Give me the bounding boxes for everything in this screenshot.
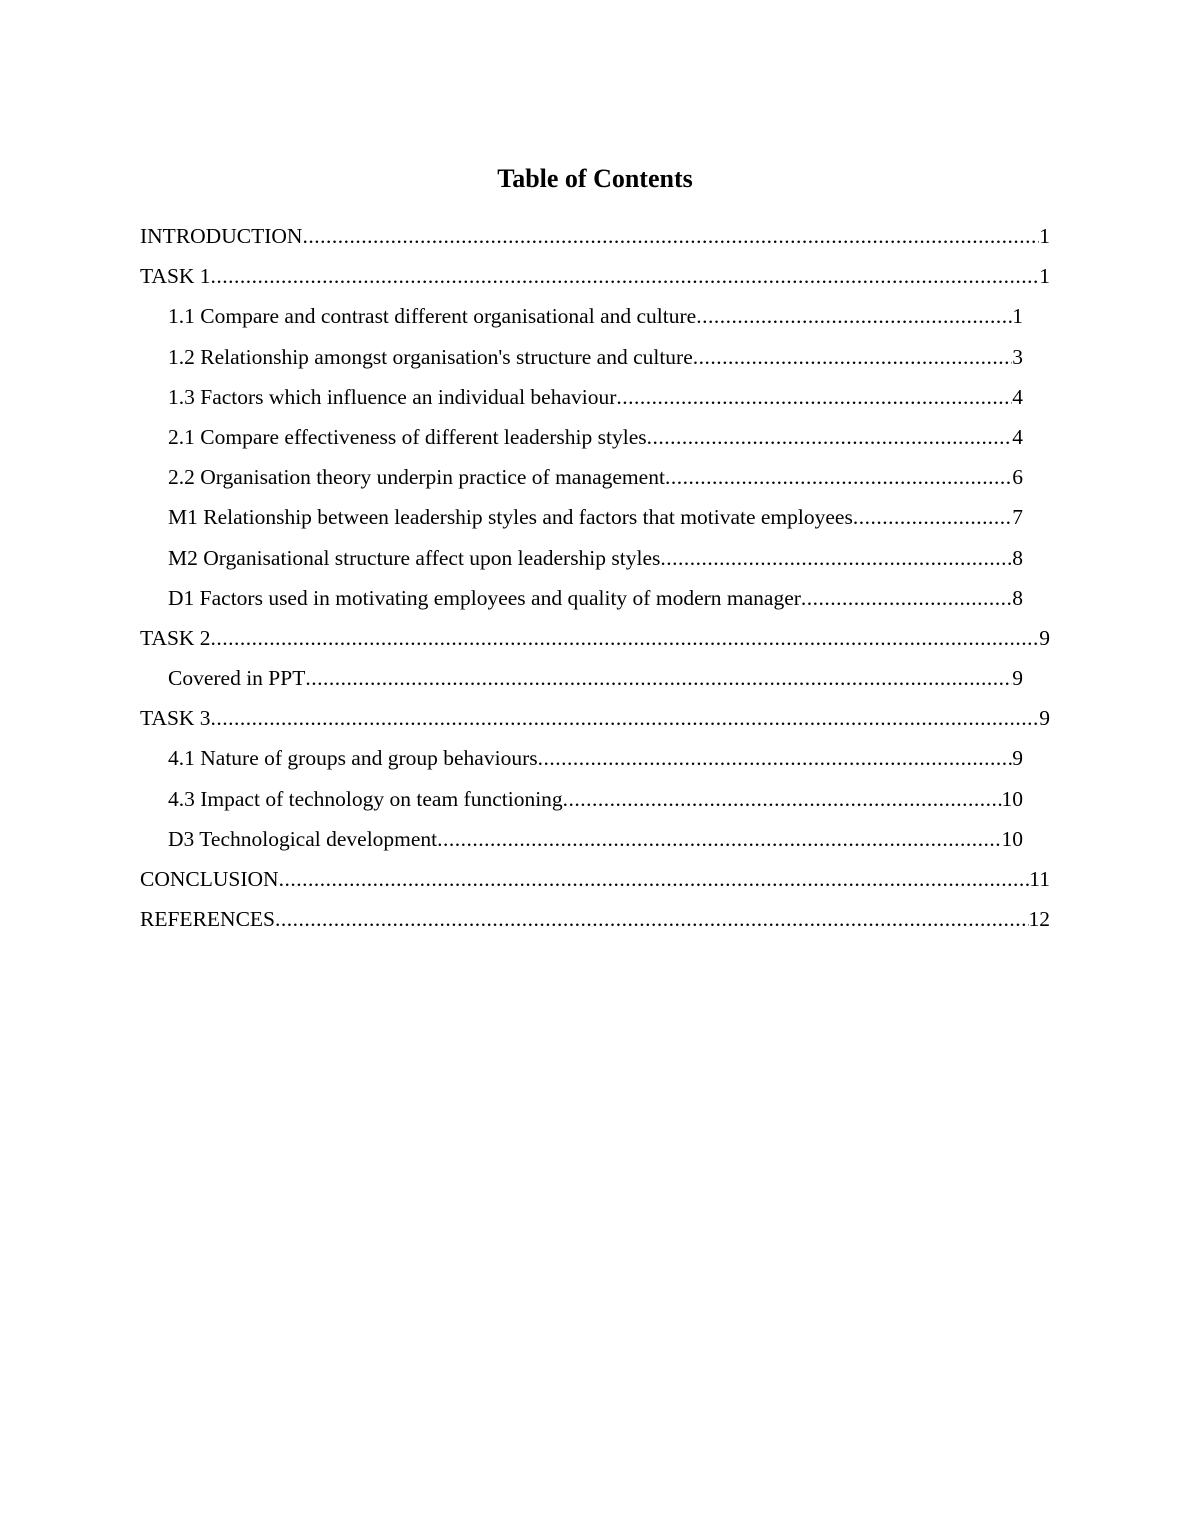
toc-entry-1-3[interactable]: [168, 377, 1023, 417]
toc-entry-d1[interactable]: [168, 578, 1023, 618]
toc-entry-label: INTRODUCTION: [140, 224, 303, 248]
toc-entry-covered-in-ppt[interactable]: [168, 658, 1023, 698]
toc-entry-label: CONCLUSION: [140, 867, 279, 891]
toc-entry-m1[interactable]: [168, 497, 1023, 537]
toc-entry-page: 8: [1012, 585, 1023, 610]
toc-entry-task-3[interactable]: [140, 698, 1050, 738]
toc-title: Table of Contents: [497, 164, 693, 193]
toc-leader-dots: [538, 738, 1013, 778]
toc-entry-label: Covered in PPT: [168, 666, 306, 691]
toc-leader-dots: [665, 457, 1012, 497]
toc-entry-d3[interactable]: [168, 819, 1023, 859]
toc-leader-dots: [211, 698, 1040, 738]
toc-leader-dots: [437, 819, 1001, 859]
toc-leader-dots: [305, 658, 1012, 698]
toc-entry-page: 9: [1039, 706, 1050, 731]
toc-entry-page: 1: [1012, 304, 1023, 329]
toc-entry-1-1[interactable]: [168, 296, 1023, 336]
toc-leader-dots: [302, 216, 1039, 256]
toc-entry-label: 2.1 Compare effectiveness of different leadership styles: [168, 424, 647, 449]
toc-entry-references[interactable]: [140, 899, 1050, 939]
toc-list: [0, 216, 1190, 939]
toc-entry-page: 8: [1012, 545, 1023, 570]
toc-entry-page: 11: [1029, 867, 1050, 891]
toc-leader-dots: [853, 497, 1012, 537]
toc-entry-page: 10: [1001, 786, 1023, 811]
toc-leader-dots: [647, 417, 1013, 457]
toc-entry-page: 1: [1039, 224, 1050, 248]
toc-entry-page: 6: [1012, 465, 1023, 490]
toc-entry-label: TASK 3: [140, 706, 211, 731]
toc-entry-page: 7: [1012, 505, 1023, 530]
toc-entry-label: 1.1 Compare and contrast different organisational and culture: [168, 304, 697, 329]
toc-entry-introduction[interactable]: [140, 216, 1050, 256]
toc-leader-dots: [211, 256, 1040, 296]
toc-entry-label: 4.1 Nature of groups and group behaviours: [168, 746, 538, 771]
toc-entry-label: 1.2 Relationship amongst organisation's structure and culture: [168, 344, 693, 369]
toc-entry-label: 2.2 Organisation theory underpin practice of management: [168, 465, 665, 490]
toc-entry-page: 9: [1039, 625, 1050, 650]
toc-entry-label: 4.3 Impact of technology on team functioning: [168, 786, 563, 811]
toc-leader-dots: [660, 538, 1012, 578]
toc-leader-dots: [275, 899, 1029, 939]
toc-entry-label: M1 Relationship between leadership styles and factors that motivate employees: [168, 505, 853, 530]
toc-entry-label: M2 Organisational structure affect upon leadership styles: [168, 545, 661, 570]
toc-entry-task-2[interactable]: [140, 618, 1050, 658]
toc-entry-page: 9: [1012, 746, 1023, 771]
toc-leader-dots: [693, 337, 1012, 377]
toc-entry-page: 10: [1001, 826, 1023, 851]
toc-leader-dots: [211, 618, 1040, 658]
toc-entry-page: 3: [1012, 344, 1023, 369]
toc-entry-label: 1.3 Factors which influence an individual behaviour: [168, 384, 617, 409]
toc-entry-4-1[interactable]: [168, 738, 1023, 778]
toc-entry-label: D1 Factors used in motivating employees and quality of modern manager: [168, 585, 801, 610]
toc-leader-dots: [801, 578, 1012, 618]
toc-entry-task-1[interactable]: [140, 256, 1050, 296]
toc-leader-dots: [279, 859, 1030, 899]
toc-entry-2-1[interactable]: [168, 417, 1023, 457]
toc-entry-page: 12: [1028, 907, 1050, 932]
toc-entry-page: 4: [1012, 424, 1023, 449]
toc-leader-dots: [696, 296, 1012, 336]
toc-entry-label: REFERENCES: [140, 907, 275, 932]
toc-entry-label: D3 Technological development: [168, 826, 438, 851]
toc-leader-dots: [616, 377, 1012, 417]
toc-entry-label: TASK 1: [140, 264, 211, 289]
toc-entry-page: 1: [1039, 264, 1050, 289]
toc-entry-1-2[interactable]: [168, 337, 1023, 377]
toc-entry-conclusion[interactable]: [140, 859, 1050, 899]
toc-entry-label: TASK 2: [140, 625, 211, 650]
toc-entry-page: 4: [1012, 384, 1023, 409]
toc-entry-page: 9: [1012, 666, 1023, 691]
toc-leader-dots: [563, 779, 1002, 819]
toc-entry-2-2[interactable]: [168, 457, 1023, 497]
toc-entry-4-3[interactable]: [168, 779, 1023, 819]
toc-entry-m2[interactable]: [168, 538, 1023, 578]
